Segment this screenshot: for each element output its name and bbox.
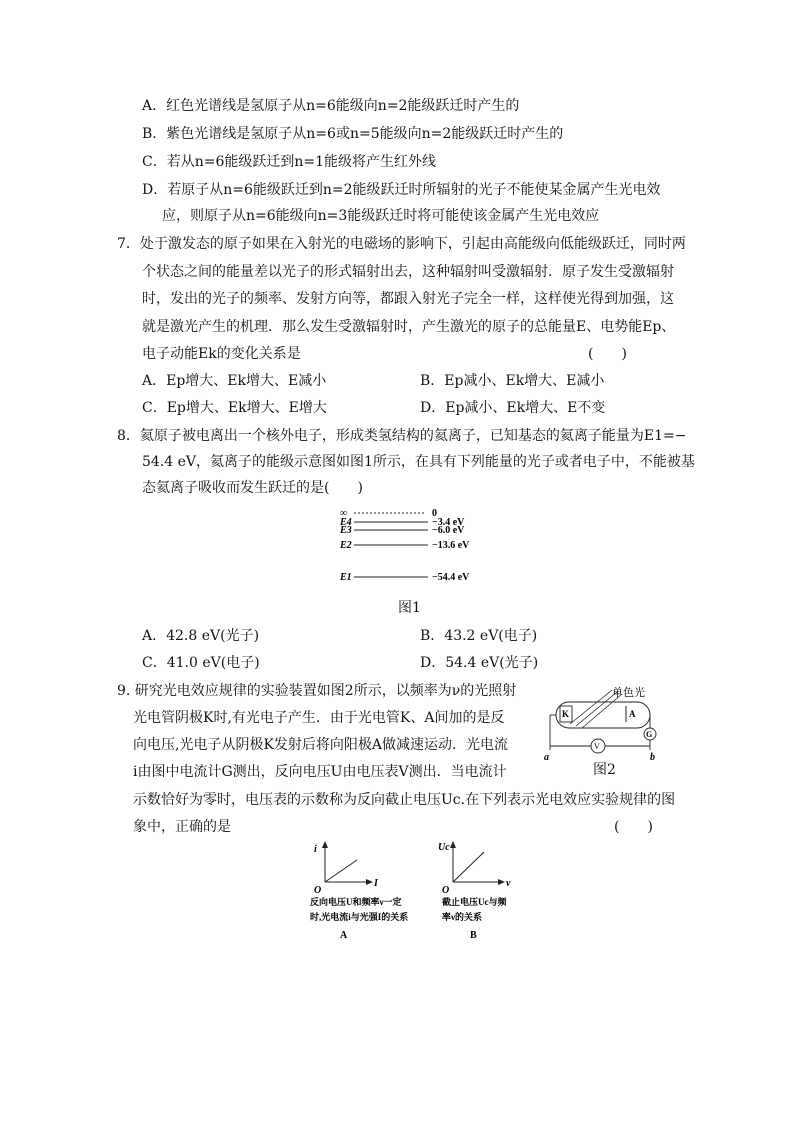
graph-a-desc-line2: 时,光电流i与光强I的关系 [310, 912, 409, 922]
light-source-label: 单色光 [612, 687, 645, 699]
q6-option-c: C．若从n=6能级跃迁到n=1能级将产生红外线 [142, 154, 437, 170]
graph-b-origin: O [442, 885, 450, 896]
q7-option-d: D．Ep减小、Ek增大、E不变 [420, 400, 606, 416]
graph-a-y-arrow [322, 841, 328, 848]
graph-b [428, 838, 528, 948]
q9-text-line3: 向电压,光电子从阴极K发射后将向阳极A做减速运动．光电流 [133, 737, 509, 753]
q6-option-b: B．紫色光谱线是氢原子从n=6或n=5能级向n=2能级跃迁时产生的 [142, 126, 564, 142]
q7-text-line4: 就是激光产生的机理．那么发生受激辐射时，产生激光的原子的总能量E、电势能Ep、 [142, 319, 676, 335]
graph-b-x-arrow [498, 879, 505, 885]
level-value-e2: −13.6 eV [432, 540, 470, 551]
q8-text-line2: 54.4 eV，氦离子的能级示意图如图1所示，在具有下列能量的光子或者电子中，不能被基 [142, 454, 695, 470]
level-name-e2: E2 [340, 540, 352, 551]
light-ray-1 [570, 690, 612, 724]
graph-b-y-arrow [450, 841, 456, 848]
graph-a-origin: O [314, 885, 322, 896]
graph-b-option-label: B [470, 930, 477, 941]
level-value-e1: −54.4 eV [432, 572, 470, 583]
level-name-e1: E1 [340, 572, 352, 583]
q8-option-a: A．42.8 eV(光子) [142, 628, 260, 644]
graph-b-desc-line1: 截止电压Uc与频 [442, 897, 507, 907]
light-ray-3 [582, 694, 622, 728]
level-name-e3: E3 [340, 525, 352, 536]
figure1-caption: 图1 [398, 600, 421, 616]
q7-option-b: B．Ep减小、Ek增大、E减小 [420, 373, 605, 389]
q7-option-a: A．Ep增大、Ek增大、E减小 [142, 373, 327, 389]
q7-text-line1: 7．处于激发态的原子如果在入射光的电磁场的影响下，引起由高能级向低能级跃迁，同时两 [117, 236, 686, 252]
q8-option-d: D．54.4 eV(光子) [420, 655, 539, 671]
q8-option-b: B．43.2 eV(电子) [420, 628, 538, 644]
graph-b-x-label: ν [506, 878, 511, 889]
q9-text-line4: i由图中电流计G测出，反向电压U由电压表V测出．当电流计 [133, 764, 507, 780]
graph-b-y-label: Uc [438, 842, 450, 853]
q6-option-d-line2: 应，则原子从n=6能级向n=3能级跃迁时将可能使该金属产生光电效应 [162, 208, 600, 224]
light-ray-2 [576, 692, 617, 726]
graph-a-line [325, 860, 357, 882]
figure2-caption: 图2 [593, 762, 616, 778]
graph-a-option-label: A [340, 930, 348, 941]
level-value-e3: −6.0 eV [432, 525, 465, 536]
graph-b-line [453, 852, 484, 882]
graph-a-x-arrow [366, 879, 373, 885]
graph-a-y-label: i [314, 844, 317, 855]
q8-option-c: C．41.0 eV(电子) [142, 655, 260, 671]
voltmeter-label: V [594, 742, 600, 751]
graph-a-desc-line1: 反向电压U和频率ν一定 [310, 897, 402, 907]
q9-text-line5: 示数恰好为零时，电压表的示数称为反向截止电压Uc.在下列表示光电效应实验规律的图 [133, 792, 676, 808]
cathode-label: K [562, 709, 570, 719]
q6-option-a: A．红色光谱线是氢原子从n=6能级向n=2能级跃迁时产生的 [142, 98, 520, 114]
level-value-e4: −3.4 eV [432, 517, 465, 528]
q8-text-line3: 态氦离子吸收而发生跃迁的是( ) [142, 480, 363, 496]
q9-text-line2: 光电管阴极K时,有光电子产生．由于光电管K、A间加的是反 [133, 710, 505, 726]
galvanometer-label: G [646, 730, 653, 739]
level-name-infinity: ∞ [340, 508, 348, 519]
q7-text-line3: 时，发出的光子的频率、发射方向等，都跟入射光子完全一样，这样使光得到加强，这 [142, 291, 674, 307]
level-value-infinity: 0 [432, 508, 437, 519]
q7-answer-bracket: ( ) [588, 346, 627, 362]
helium-energy-level-diagram [330, 502, 500, 592]
terminal-a-label: a [544, 752, 549, 763]
q9-text-line1: 9. 研究光电效应规律的实验装置如图2所示，以频率为ν的光照射 [117, 683, 517, 699]
q7-text-line5: 电子动能Ek的变化关系是 [142, 346, 301, 362]
q7-text-line2: 个状态之间的能量差以光子的形式辐射出去，这种辐射叫受激辐射．原子发生受激辐射 [142, 264, 674, 280]
graph-a-x-label: I [374, 878, 378, 889]
terminal-b-label: b [650, 752, 655, 763]
anode-label: A [629, 709, 636, 719]
q9-text-line6: 象中，正确的是 [133, 819, 231, 835]
q6-option-d-line1: D．若原子从n=6能级跃迁到n=2能级跃迁时所辐射的光子不能使某金属产生光电效 [142, 182, 661, 198]
q7-option-c: C．Ep增大、Ek增大、E增大 [142, 400, 327, 416]
q9-answer-bracket: ( ) [614, 819, 653, 835]
photoelectric-apparatus-diagram [540, 684, 670, 770]
graph-a [300, 838, 410, 948]
level-name-e4: E4 [340, 517, 352, 528]
graph-b-desc-line2: 率ν的关系 [442, 912, 483, 922]
q8-text-line1: 8．氦原子被电离出一个核外电子，形成类氢结构的氦离子，已知基态的氦离子能量为E1=− [117, 428, 687, 444]
